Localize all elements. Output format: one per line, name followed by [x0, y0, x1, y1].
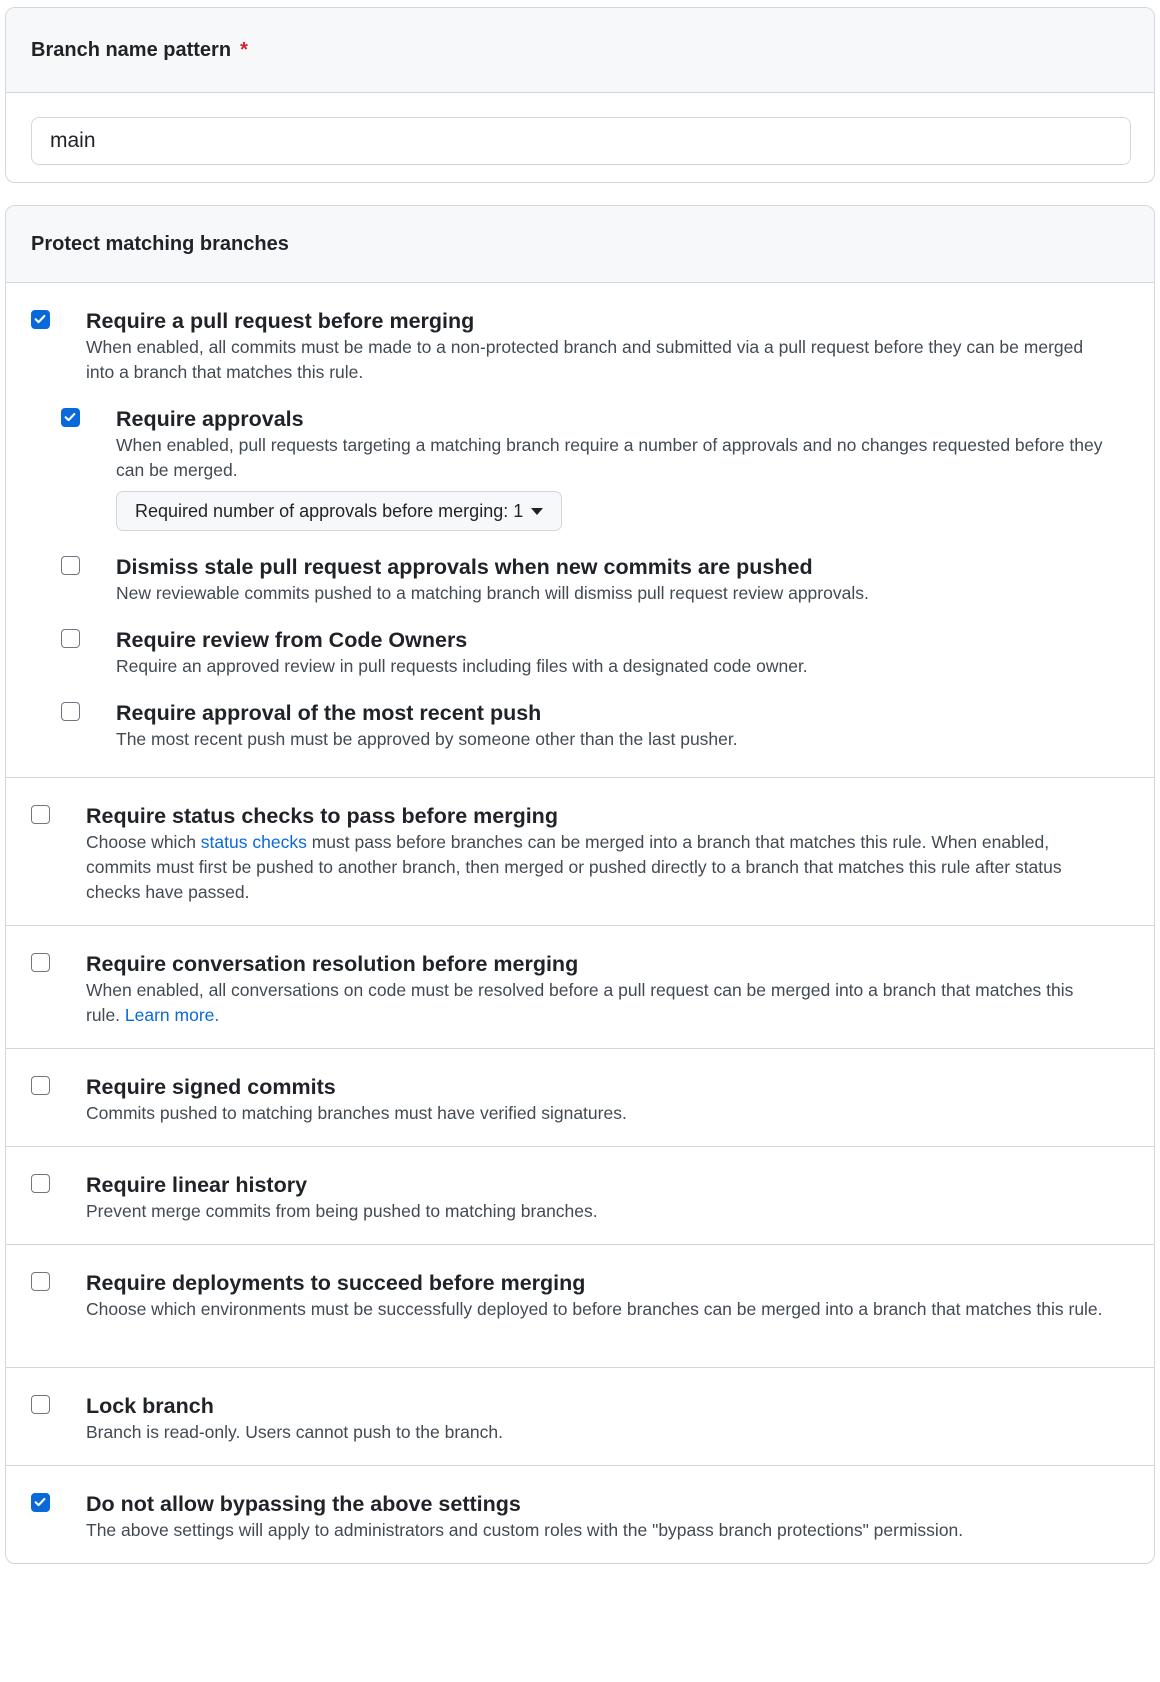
recent-push-title[interactable]: Require approval of the most recent push: [116, 701, 542, 725]
branch-pattern-input[interactable]: [31, 117, 1131, 165]
linear-history-title[interactable]: Require linear history: [86, 1173, 308, 1197]
recent-push-checkbox[interactable]: [61, 702, 80, 721]
conversation-title[interactable]: Require conversation resolution before merging: [86, 952, 579, 976]
require-approvals-title[interactable]: Require approvals: [116, 407, 304, 431]
status-checks-description: [86, 830, 1129, 905]
status-checks-desc-start: Choose which: [86, 832, 201, 852]
signed-commits-checkbox[interactable]: [31, 1076, 50, 1095]
option-linear-history: [31, 1171, 1129, 1224]
lock-branch-description: Branch is read-only. Users cannot push to the branch.: [86, 1422, 503, 1442]
option-dismiss-stale: [31, 553, 1129, 606]
dismiss-stale-title[interactable]: Dismiss stale pull request approvals when new commits are pushed: [116, 555, 813, 579]
deployments-checkbox[interactable]: [31, 1272, 50, 1291]
code-owners-title[interactable]: Require review from Code Owners: [116, 628, 468, 652]
branch-pattern-body: [6, 93, 1154, 183]
option-recent-push: [31, 699, 1129, 752]
section-status-checks: [6, 778, 1154, 926]
conversation-desc-text: When enabled, all conversations on code must be resolved before a pull request can be merged into a branch that matches this rule.: [86, 980, 1074, 1025]
caret-down-icon: [531, 508, 543, 515]
recent-push-description: The most recent push must be approved by someone other than the last pusher.: [116, 729, 738, 749]
protect-title: Protect matching branches: [31, 232, 289, 255]
checkmark-icon: [33, 312, 47, 326]
dismiss-stale-checkbox[interactable]: [61, 556, 80, 575]
section-conversation: [6, 926, 1154, 1049]
no-bypass-checkbox[interactable]: [31, 1493, 50, 1512]
branch-pattern-header: [6, 8, 1154, 93]
checkmark-icon: [63, 410, 77, 424]
require-approvals-checkbox[interactable]: [61, 408, 80, 427]
require-pr-title[interactable]: Require a pull request before merging: [86, 309, 475, 333]
section-lock-branch: [6, 1368, 1154, 1466]
option-lock-branch: [31, 1392, 1129, 1445]
no-bypass-description: The above settings will apply to administrators and custom roles with the "bypass branch protections" permission.: [86, 1520, 964, 1540]
conversation-description: [86, 978, 1129, 1028]
option-require-pr: [31, 307, 1129, 385]
option-code-owners: [31, 626, 1129, 679]
section-signed-commits: [6, 1049, 1154, 1147]
section-deployments: [6, 1245, 1154, 1368]
branch-pattern-title: Branch name pattern: [31, 38, 232, 61]
option-require-approvals: [31, 405, 1129, 531]
require-pr-description: When enabled, all commits must be made to a non-protected branch and submitted via a pull request before they can be merged into a branch that matches this rule.: [86, 337, 1084, 382]
option-deployments: [31, 1269, 1129, 1322]
code-owners-checkbox[interactable]: [61, 629, 80, 648]
required-marker: *: [240, 38, 248, 61]
deployments-title[interactable]: Require deployments to succeed before merging: [86, 1271, 586, 1295]
code-owners-description: Require an approved review in pull requests including files with a designated code owner.: [116, 656, 808, 676]
status-checks-desc-end: must pass before branches can be merged into a branch that matches this rule. When enabled, commits must first be pushed to another branch, then merged or pushed directly to a branch that matches this rule after status checks have passed.: [86, 832, 1062, 902]
lock-branch-checkbox[interactable]: [31, 1395, 50, 1414]
lock-branch-title[interactable]: Lock branch: [86, 1394, 214, 1418]
dismiss-stale-description: New reviewable commits pushed to a matching branch will dismiss pull request review approvals.: [116, 583, 869, 603]
conversation-checkbox[interactable]: [31, 953, 50, 972]
branch-pattern-panel: [5, 7, 1155, 183]
approvals-select-value: 1: [513, 500, 524, 521]
learn-more-link[interactable]: Learn more.: [124, 1005, 220, 1025]
require-pr-checkbox[interactable]: [31, 310, 50, 329]
option-signed-commits: [31, 1073, 1129, 1126]
option-status-checks: [31, 802, 1129, 905]
checkmark-icon: [33, 1495, 47, 1509]
status-checks-title[interactable]: Require status checks to pass before merging: [86, 804, 558, 828]
section-linear-history: [6, 1147, 1154, 1245]
protect-header: [6, 206, 1154, 283]
option-no-bypass: [31, 1490, 1129, 1543]
section-no-bypass: [6, 1466, 1154, 1564]
require-approvals-description: When enabled, pull requests targeting a matching branch require a number of approvals and no changes requested before they can be merged.: [116, 435, 1103, 480]
status-checks-link[interactable]: status checks: [200, 832, 307, 852]
signed-commits-description: Commits pushed to matching branches must have verified signatures.: [86, 1103, 627, 1123]
linear-history-checkbox[interactable]: [31, 1174, 50, 1193]
signed-commits-title[interactable]: Require signed commits: [86, 1075, 336, 1099]
approvals-count-select[interactable]: [116, 491, 562, 531]
approvals-select-label: Required number of approvals before merging:: [135, 500, 509, 521]
deployments-description: Choose which environments must be successfully deployed to before branches can be merged into a branch that matches this rule.: [86, 1299, 1103, 1319]
no-bypass-title[interactable]: Do not allow bypassing the above settings: [86, 1492, 521, 1516]
option-conversation: [31, 950, 1129, 1028]
section-require-pr: [6, 283, 1154, 778]
status-checks-checkbox[interactable]: [31, 805, 50, 824]
protect-panel: [5, 205, 1155, 1564]
linear-history-description: Prevent merge commits from being pushed to matching branches.: [86, 1201, 598, 1221]
